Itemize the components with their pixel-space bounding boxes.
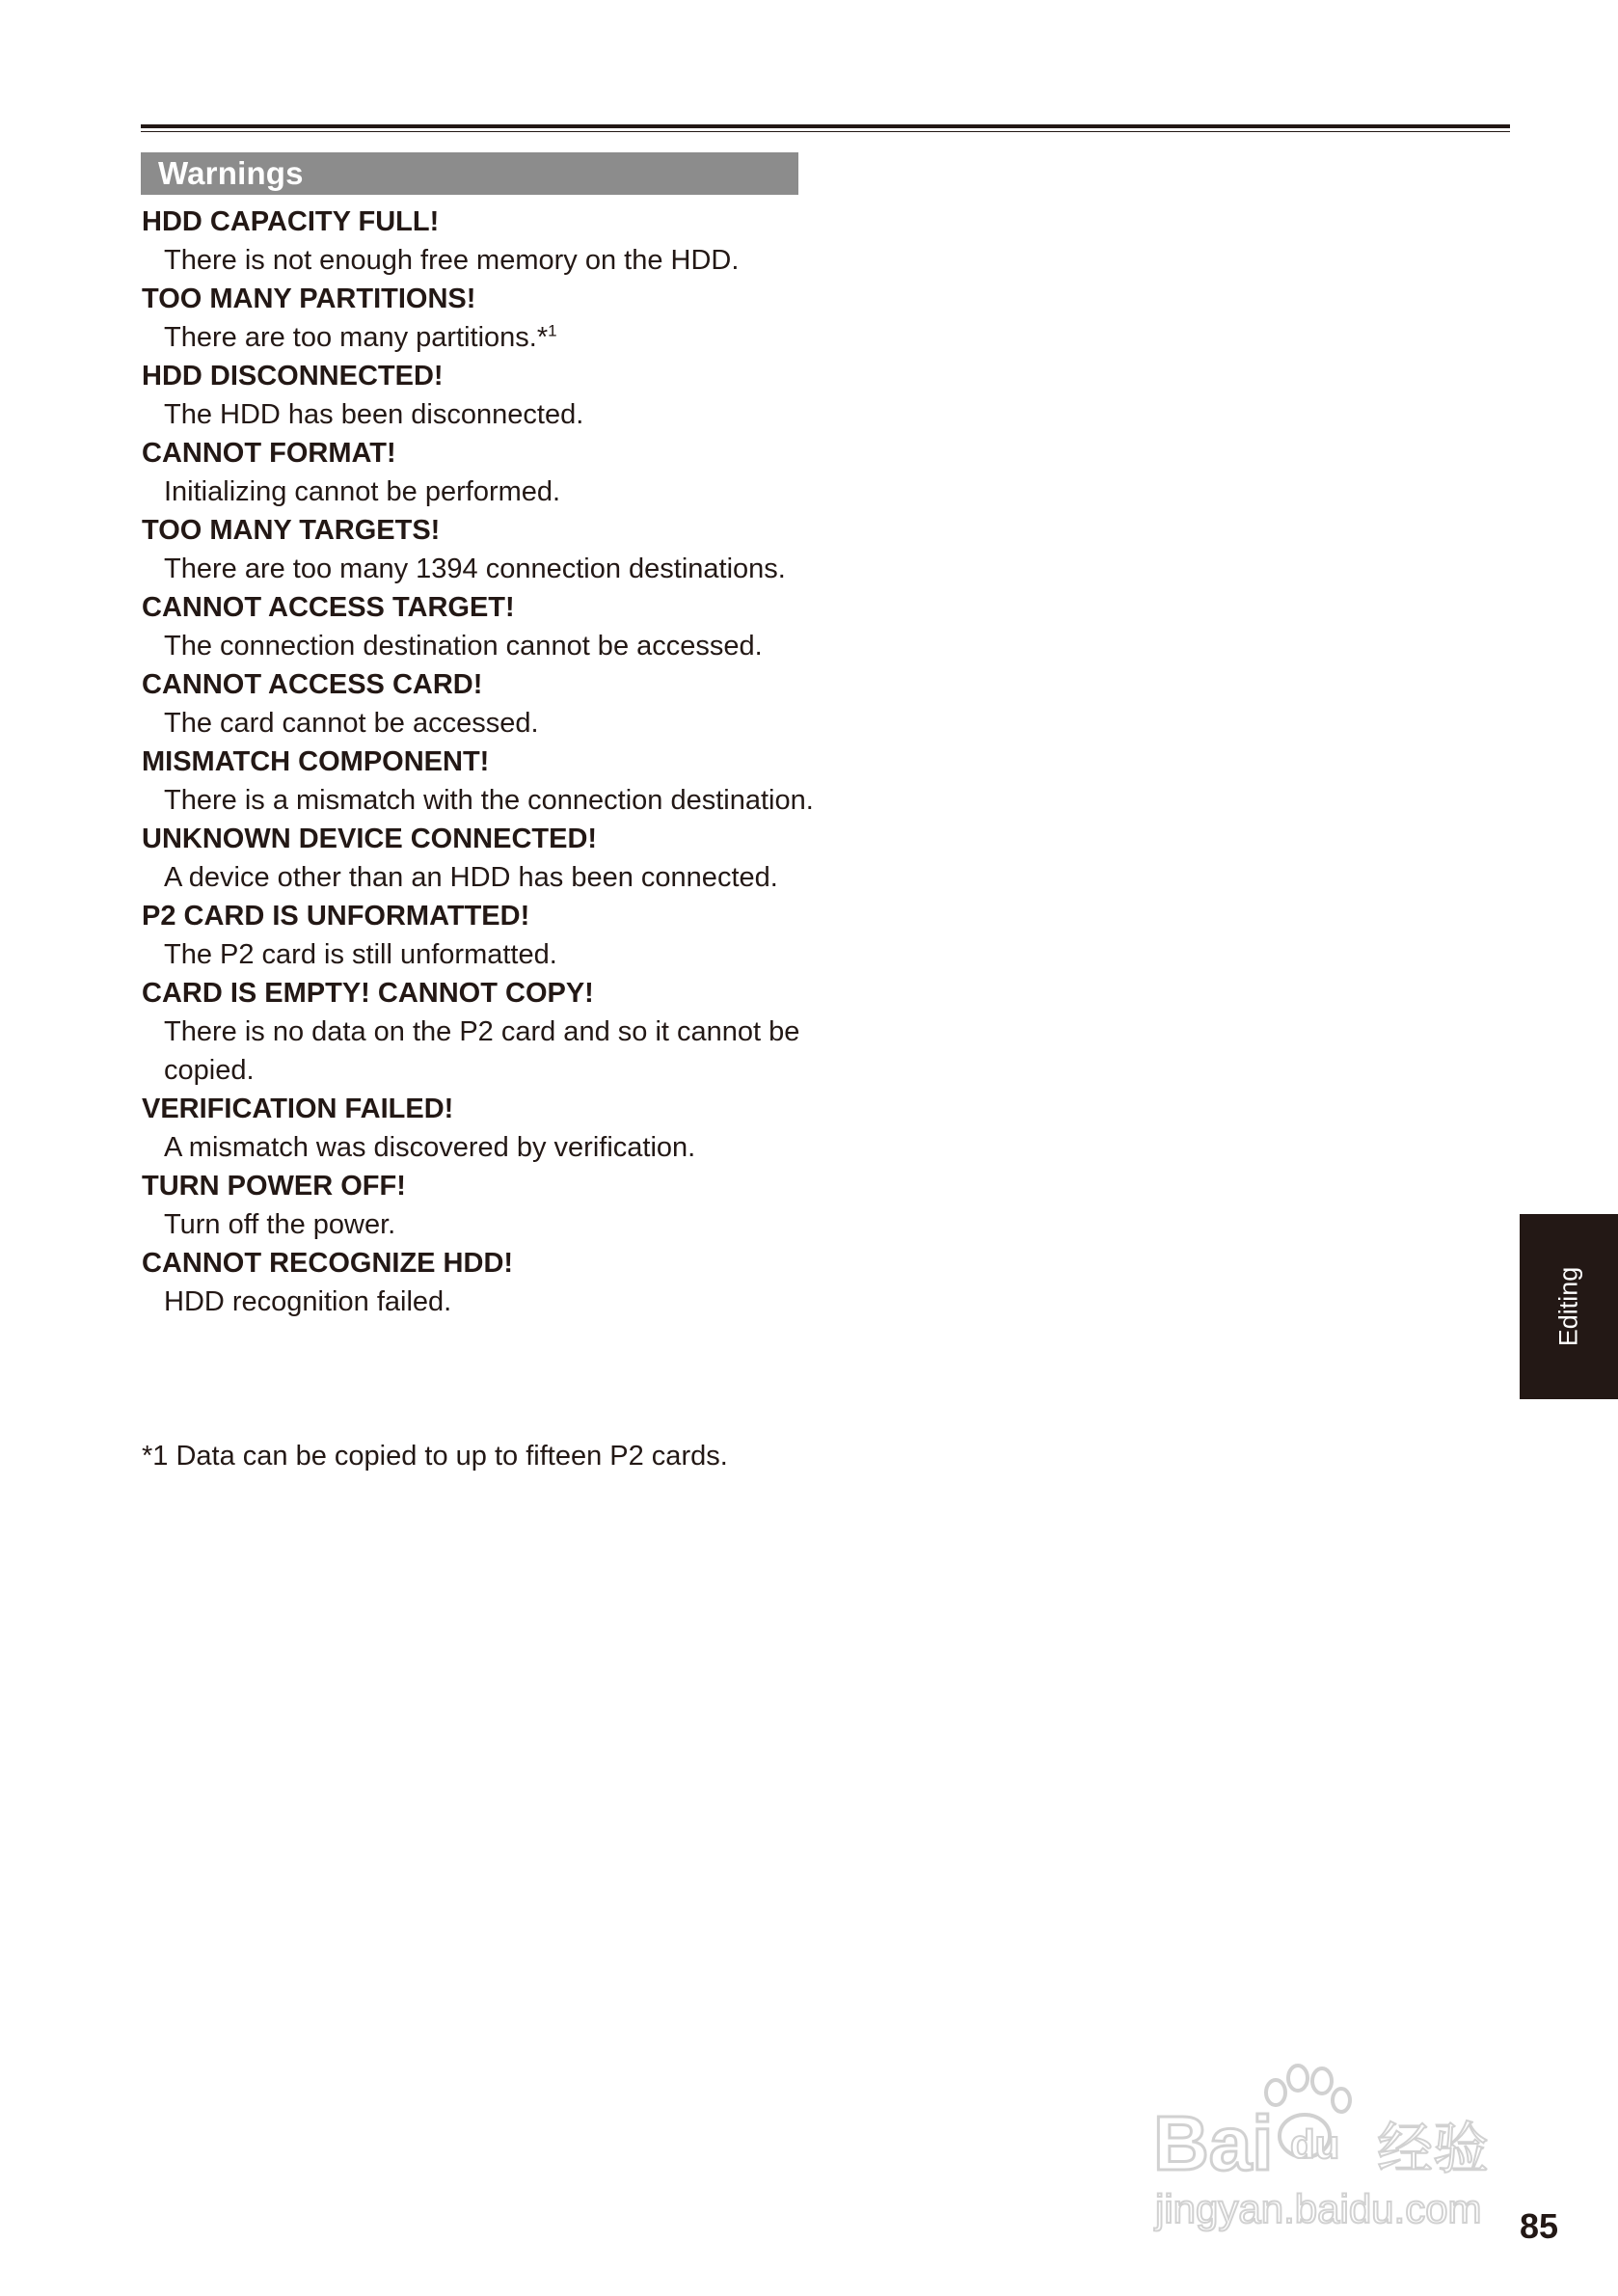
side-tab-label: Editing — [1553, 1266, 1583, 1347]
warning-title: UNKNOWN DEVICE CONNECTED! — [142, 824, 598, 854]
warning-description-text: A mismatch was discovered by verification. — [164, 1132, 696, 1163]
warning-item — [142, 511, 836, 588]
warning-description-text: HDD recognition failed. — [164, 1286, 452, 1317]
warning-item — [142, 588, 836, 665]
warning-description — [142, 1283, 836, 1321]
svg-text:du: du — [1290, 2121, 1340, 2167]
warning-item — [142, 820, 836, 897]
baidu-watermark — [1146, 2044, 1531, 2237]
warning-description — [142, 1013, 836, 1090]
warning-description — [142, 1128, 836, 1167]
section-header — [141, 152, 798, 195]
warning-title: CANNOT FORMAT! — [142, 438, 396, 469]
side-tab — [1520, 1214, 1618, 1399]
warning-item — [142, 280, 836, 357]
warning-item — [142, 203, 836, 280]
warning-description — [142, 858, 836, 897]
warning-title: CANNOT RECOGNIZE HDD! — [142, 1248, 514, 1279]
warning-title: CANNOT ACCESS CARD! — [142, 669, 483, 700]
section-title: Warnings — [158, 155, 304, 191]
svg-text:jingyan.baidu.com: jingyan.baidu.com — [1155, 2186, 1482, 2231]
warning-description — [142, 935, 836, 974]
footnote-reference: 1 — [548, 321, 557, 340]
warning-description-text: Turn off the power. — [164, 1209, 396, 1240]
warning-description-text: The card cannot be accessed. — [164, 708, 539, 739]
warning-item — [142, 1090, 836, 1167]
warning-item — [142, 974, 836, 1090]
warning-description-text: A device other than an HDD has been connected. — [164, 862, 778, 893]
header-rule-thin — [141, 131, 1510, 132]
warning-description-text: The HDD has been disconnected. — [164, 399, 584, 430]
footnote: *1 Data can be copied to up to fifteen P2 cards. — [142, 1441, 728, 1472]
warning-title: TURN POWER OFF! — [142, 1171, 406, 1202]
warning-item — [142, 665, 836, 743]
warning-description — [142, 241, 836, 280]
warning-item — [142, 1244, 836, 1321]
warning-description-text: There is a mismatch with the connection destination. — [164, 785, 814, 816]
warning-title: MISMATCH COMPONENT! — [142, 746, 490, 777]
warning-item — [142, 897, 836, 974]
warning-description — [142, 781, 836, 820]
header-rule — [141, 124, 1510, 128]
warning-description — [142, 1205, 836, 1244]
warning-description-text: The connection destination cannot be accessed. — [164, 631, 763, 662]
warning-title: HDD CAPACITY FULL! — [142, 206, 440, 237]
warning-description-text: There are too many 1394 connection destinations. — [164, 554, 786, 584]
page-number: 85 — [1520, 2206, 1559, 2246]
warning-title: CARD IS EMPTY! CANNOT COPY! — [142, 978, 594, 1009]
warning-title: HDD DISCONNECTED! — [142, 361, 444, 392]
svg-text:Bai: Bai — [1153, 2100, 1274, 2186]
warning-title: P2 CARD IS UNFORMATTED! — [142, 901, 530, 932]
svg-text:经验: 经验 — [1377, 2116, 1490, 2181]
warning-list — [142, 203, 836, 1321]
warning-item — [142, 1167, 836, 1244]
warning-description-text: The P2 card is still unformatted. — [164, 939, 557, 970]
warning-description — [142, 550, 836, 588]
warning-item — [142, 743, 836, 820]
warning-description-text: There are too many partitions.* — [164, 322, 549, 353]
warning-title: TOO MANY TARGETS! — [142, 515, 441, 546]
warning-description — [142, 704, 836, 743]
warning-title: VERIFICATION FAILED! — [142, 1094, 454, 1124]
warning-title: CANNOT ACCESS TARGET! — [142, 592, 515, 623]
warning-description — [142, 627, 836, 665]
warning-description — [142, 473, 836, 511]
warning-description-text: There is not enough free memory on the HDD. — [164, 245, 740, 276]
warning-description — [142, 318, 836, 357]
warning-title: TOO MANY PARTITIONS! — [142, 284, 476, 314]
warning-description-text: Initializing cannot be performed. — [164, 476, 561, 507]
warning-description — [142, 395, 836, 434]
warning-item — [142, 434, 836, 511]
warning-description-text: There is no data on the P2 card and so it cannot be copied. — [164, 1016, 800, 1086]
warning-item — [142, 357, 836, 434]
